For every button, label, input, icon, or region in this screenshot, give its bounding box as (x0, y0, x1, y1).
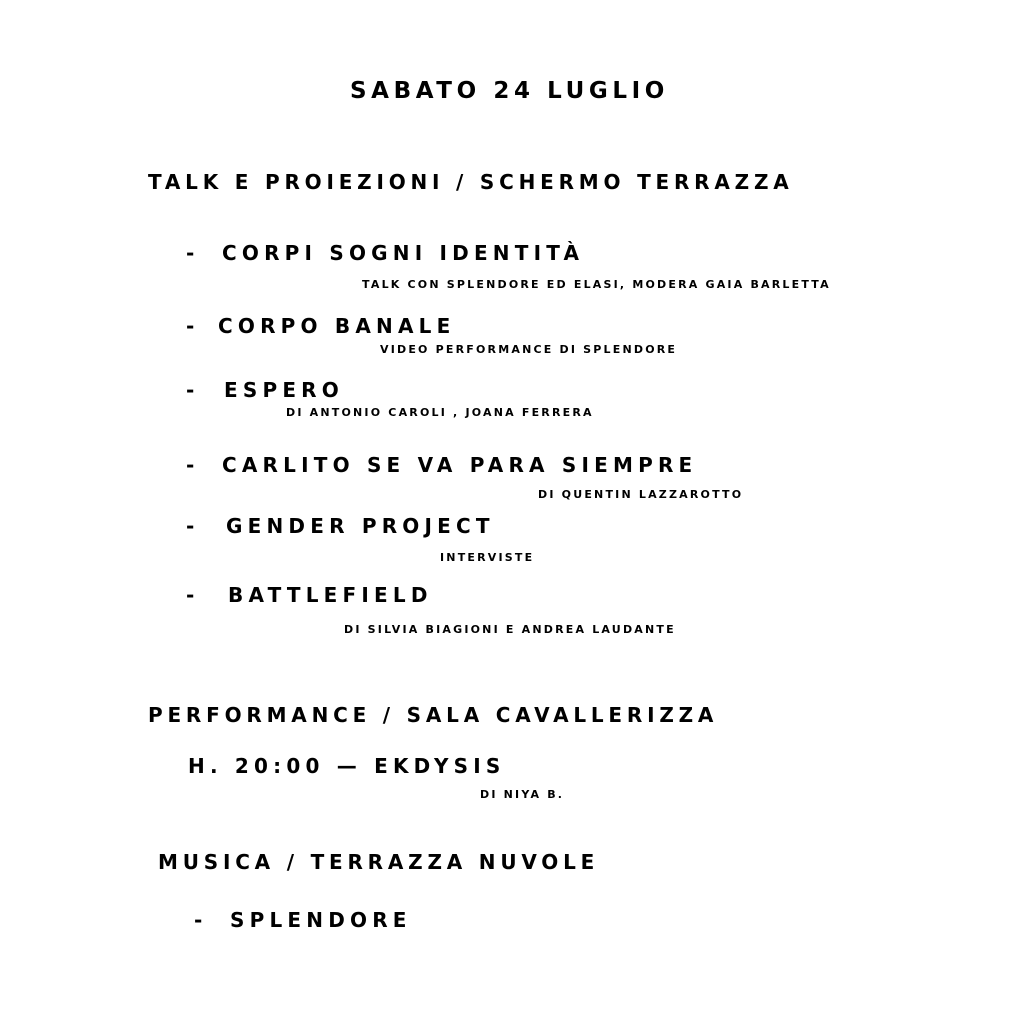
music-item-title: SPLENDORE (230, 908, 412, 932)
list-item-title: CARLITO SE VA PARA SIEMPRE (222, 453, 698, 477)
list-item-subtitle: DI QUENTIN LAZZAROTTO (538, 488, 744, 501)
list-item-dash: - (186, 241, 199, 265)
list-item-title: BATTLEFIELD (228, 583, 433, 607)
list-item-subtitle: VIDEO PERFORMANCE DI SPLENDORE (380, 343, 678, 356)
list-item-dash: - (186, 583, 199, 607)
list-item-subtitle: INTERVISTE (440, 551, 535, 564)
section-heading-talk: TALK E PROIEZIONI / SCHERMO TERRAZZA (148, 170, 794, 194)
section-heading-music: MUSICA / TERRAZZA NUVOLE (158, 850, 600, 874)
list-item-dash: - (186, 314, 199, 338)
list-item-title: CORPI SOGNI IDENTITÀ (222, 241, 585, 265)
list-item-subtitle: DI ANTONIO CAROLI , JOANA FERRERA (286, 406, 594, 419)
list-item-dash: - (186, 453, 199, 477)
list-item-title: ESPERO (224, 378, 344, 402)
list-item-dash: - (186, 378, 199, 402)
list-item-subtitle: DI SILVIA BIAGIONI E ANDREA LAUDANTE (344, 623, 676, 636)
section-heading-performance: PERFORMANCE / SALA CAVALLERIZZA (148, 703, 719, 727)
list-item-title: CORPO BANALE (218, 314, 456, 338)
list-item-dash: - (186, 514, 199, 538)
list-item-title: GENDER PROJECT (226, 514, 495, 538)
performance-subtitle: DI NIYA B. (480, 788, 565, 801)
performance-title: H. 20:00 — EKDYSIS (188, 754, 506, 778)
page-title: SABATO 24 LUGLIO (350, 78, 669, 104)
list-item-dash: - (194, 908, 207, 932)
list-item-subtitle: TALK CON SPLENDORE ED ELASI, MODERA GAIA BARLETTA (362, 278, 831, 291)
